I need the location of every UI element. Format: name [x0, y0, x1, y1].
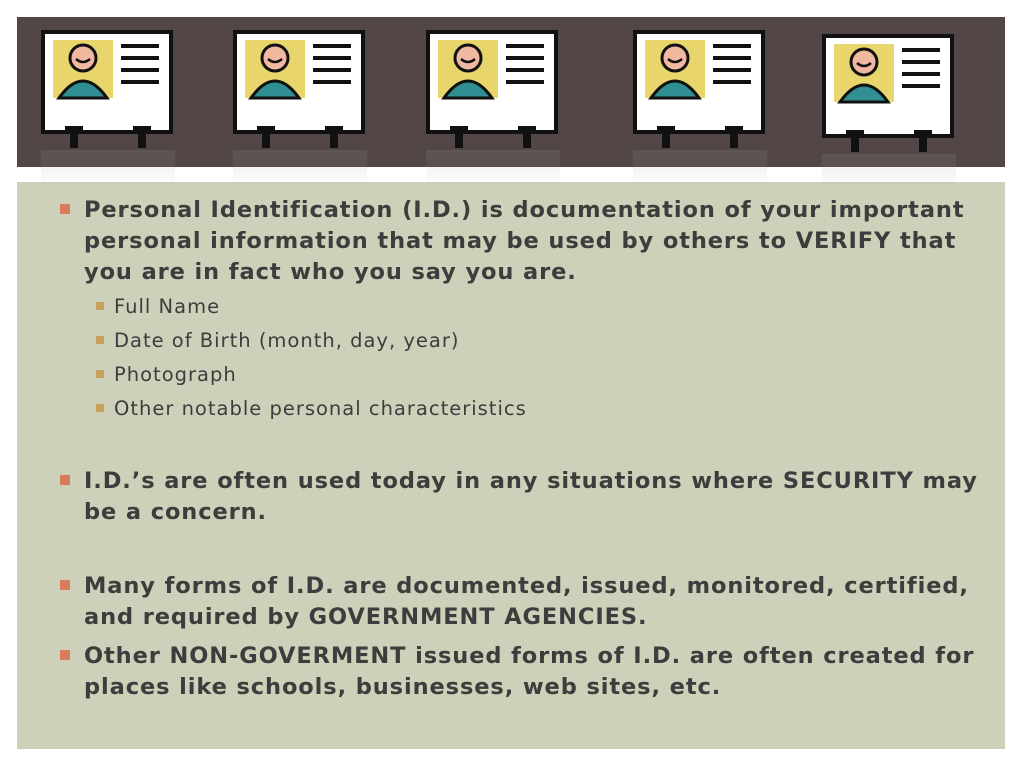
- square-bullet-icon: [60, 650, 70, 660]
- square-bullet-icon: [96, 404, 104, 412]
- bullet-item: [60, 466, 980, 528]
- card-reflection: [233, 150, 367, 190]
- bullet-text: I.D.’s are often used today in any situations where SECURITY may be a concern.: [84, 468, 978, 525]
- bullet-item: [60, 195, 980, 288]
- id-card-icon: [822, 34, 956, 154]
- card-reflection: [426, 150, 560, 190]
- square-bullet-icon: [60, 475, 70, 485]
- bullet-text: Personal Identification (I.D.) is documentation of your important personal information that may be used by others to VERIFY that you are in fact who you say you are.: [84, 197, 965, 285]
- id-card-icon: [426, 30, 560, 150]
- id-card-icon: [233, 30, 367, 150]
- bullet-text: Many forms of I.D. are documented, issued, monitored, certified, and required by GOVERNMENT AGENCIES.: [84, 573, 969, 630]
- sub-bullet-item: [60, 324, 980, 358]
- bullet-list: [60, 195, 980, 703]
- card-reflection: [633, 150, 767, 190]
- id-card-icon: [633, 30, 767, 150]
- sub-bullet-text: Full Name: [114, 295, 221, 318]
- id-card-icon: [41, 30, 175, 150]
- square-bullet-icon: [60, 580, 70, 590]
- square-bullet-icon: [60, 204, 70, 214]
- square-bullet-icon: [96, 370, 104, 378]
- sub-bullet-item: [60, 290, 980, 324]
- square-bullet-icon: [96, 336, 104, 344]
- card-reflection: [822, 154, 956, 194]
- sub-bullet-text: Photograph: [114, 363, 237, 386]
- square-bullet-icon: [96, 302, 104, 310]
- bullet-item: [60, 571, 980, 633]
- sub-bullet-item: [60, 392, 980, 426]
- sub-bullet-text: Other notable personal characteristics: [114, 397, 527, 420]
- card-reflection: [41, 150, 175, 190]
- sub-bullet-item: [60, 358, 980, 392]
- bullet-item: [60, 641, 980, 703]
- bullet-text: Other NON-GOVERMENT issued forms of I.D. are often created for places like schools, businesses, web sites, etc.: [84, 643, 975, 700]
- sub-bullet-text: Date of Birth (month, day, year): [114, 329, 460, 352]
